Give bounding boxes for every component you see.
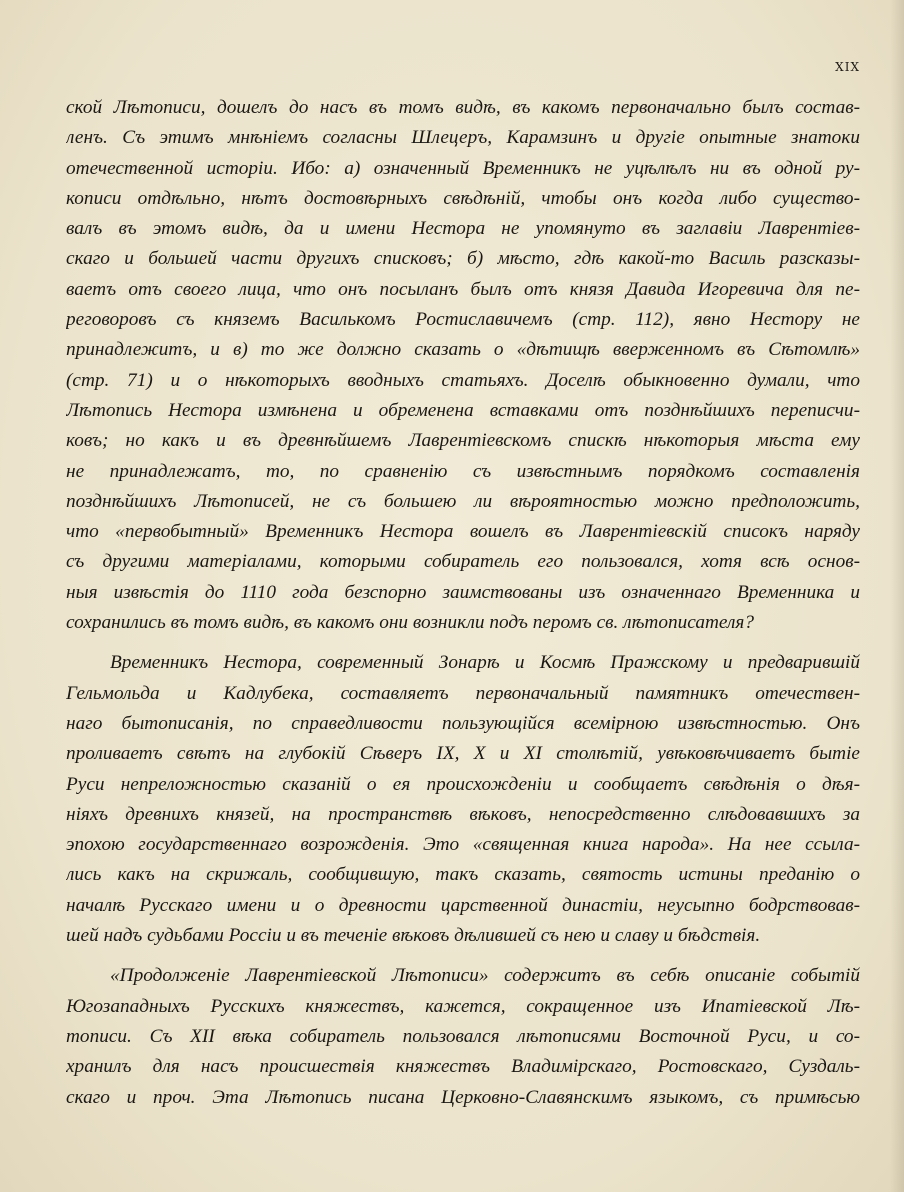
text-line: Лѣтопись Нестора измѣнена и обременена вставками отъ позднѣйшихъ переписчи- bbox=[66, 399, 860, 421]
text-line: хранилъ для насъ происшествія княжествъ Владимірскаго, Ростовскаго, Суздаль- bbox=[66, 1056, 860, 1078]
text-line: Гельмольда и Кадлубека, составляетъ первоначальный памятникъ отечествен- bbox=[66, 682, 860, 704]
text-line: реговоровъ съ княземъ Василькомъ Ростиславичемъ (стр. 112), явно Нестору не bbox=[66, 309, 860, 331]
text-line: ніяхъ древнихъ князей, на пространствѣ вѣковъ, непосредственно слѣдовавшихъ за bbox=[66, 803, 860, 825]
page-fold-shadow bbox=[890, 0, 904, 1192]
text-line: что «первобытный» Временникъ Нестора вошелъ въ Лаврентіевскій списокъ наряду bbox=[66, 521, 860, 543]
text-line: эпохою государственнаго возрожденія. Это «священная книга народа». На нее ссыла- bbox=[66, 834, 860, 856]
text-line: кописи отдѣльно, нѣтъ достовѣрныхъ свѣдѣній, чтобы онъ когда либо существо- bbox=[66, 187, 860, 209]
paragraph-1 bbox=[66, 93, 860, 638]
text-line: ской Лѣтописи, дошелъ до насъ въ томъ видѣ, въ какомъ первоначально былъ состав- bbox=[66, 97, 860, 118]
text-line: проливаетъ свѣтъ на глубокій Сѣверъ IX, X и XI столѣтій, увѣковѣчиваетъ бытіе bbox=[66, 743, 860, 765]
text-line: ковъ; но какъ и въ древнѣйшемъ Лаврентіевскомъ спискѣ нѣкоторыя мѣста ему bbox=[66, 430, 860, 452]
text-line: скаго и большей части другихъ списковъ; б) мѣсто, гдѣ какой-то Василь разсказы- bbox=[66, 248, 860, 270]
text-line: съ другими матеріалами, которыми собиратель его пользовался, хотя всѣ основ- bbox=[66, 551, 860, 573]
text-line: началѣ Русскаго имени и о древности царственной династіи, неусыпно бодрствовав- bbox=[66, 894, 860, 916]
body-text bbox=[66, 93, 860, 1113]
text-line: сохранились въ томъ видѣ, въ какомъ они возникли подъ перомъ св. лѣтописателя? bbox=[66, 612, 754, 634]
text-line: отечественной исторіи. Ибо: а) означенный Временникъ не уцѣлѣлъ ни въ одной ру- bbox=[66, 157, 860, 179]
text-line: не принадлежатъ, то, по сравненію съ извѣстнымъ порядкомъ составленія bbox=[66, 460, 860, 482]
text-line: наго бытописанія, по справедливости пользующійся всемірною извѣстностью. Онъ bbox=[66, 712, 860, 734]
text-line: Руси непреложностью сказаній о ея происхожденіи и сообщаетъ свѣдѣнія о дѣя- bbox=[66, 773, 860, 795]
text-line: Временникъ Нестора, современный Зонарѣ и Космѣ Пражскому и предварившій bbox=[110, 652, 860, 674]
text-line: позднѣйшихъ Лѣтописей, не съ большею ли вѣроятностью можно предположить, bbox=[66, 490, 860, 512]
text-line: скаго и проч. Эта Лѣтопись писана Церковно-Славянскимъ языкомъ, съ примѣсью bbox=[66, 1086, 860, 1108]
page-number: XIX bbox=[835, 60, 860, 74]
text-line: Югозападныхъ Русскихъ княжествъ, кажется, сокращенное изъ Ипатіевской Лѣ- bbox=[66, 995, 860, 1017]
text-line: «Продолженіе Лаврентіевской Лѣтописи» содержитъ въ себѣ описаніе событій bbox=[110, 965, 860, 987]
text-line: тописи. Съ XII вѣка собиратель пользовался лѣтописями Восточной Руси, и со- bbox=[66, 1025, 860, 1047]
text-line: ваетъ отъ своего лица, что онъ посыланъ былъ отъ князя Давида Игоревича для пе- bbox=[66, 278, 860, 300]
paragraph-2 bbox=[66, 648, 860, 951]
text-line: шей надъ судьбами Россіи и въ теченіе вѣковъ дѣлившей съ нею и славу и бѣдствія. bbox=[66, 925, 761, 947]
text-line: ленъ. Съ этимъ мнѣніемъ согласны Шлецеръ, Карамзинъ и другіе опытные знатоки bbox=[66, 127, 860, 149]
text-line: принадлежитъ, и в) то же должно сказать о «дѣтищѣ вверженномъ въ Сѣтомлѣ» bbox=[66, 339, 860, 361]
paragraph-3 bbox=[66, 961, 860, 1112]
text-line: ныя извѣстія до 1110 года безспорно заимствованы изъ означеннаго Временника и bbox=[66, 581, 860, 603]
text-line: (стр. 71) и о нѣкоторыхъ вводныхъ статьяхъ. Доселѣ обыкновенно думали, что bbox=[66, 369, 860, 391]
text-line: лись какъ на скрижаль, сообщившую, такъ сказать, святость истины преданію о bbox=[66, 864, 860, 886]
paragraph-gap bbox=[66, 638, 860, 648]
text-line: валъ въ этомъ видѣ, да и имени Нестора не упомянуто въ заглавіи Лаврентіев- bbox=[66, 218, 860, 240]
paragraph-gap bbox=[66, 951, 860, 961]
